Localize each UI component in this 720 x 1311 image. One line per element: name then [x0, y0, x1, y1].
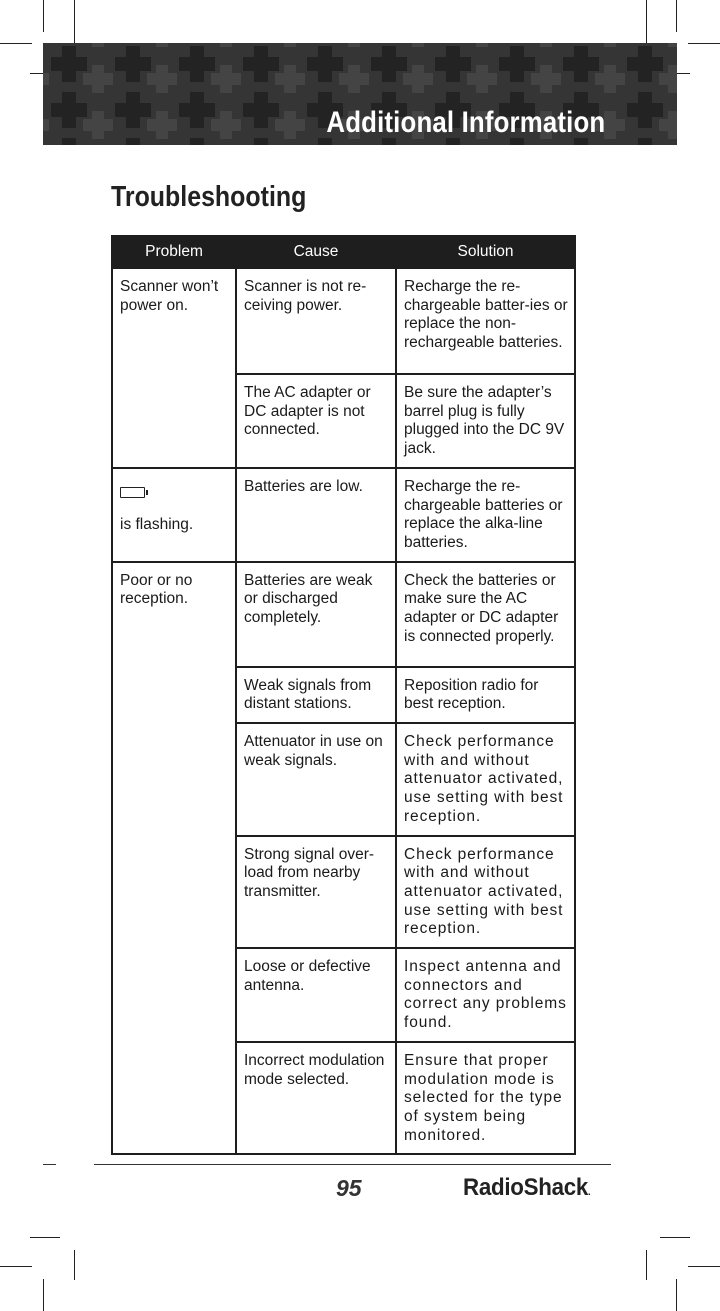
section-title: Troubleshooting: [111, 181, 307, 213]
solution-cell: Inspect antenna and connectors and correct any problems found.: [396, 948, 575, 1042]
problem-cell: Poor or no reception.: [112, 562, 236, 1155]
crop-mark: [0, 43, 32, 44]
table-row: [112, 468, 575, 562]
crop-mark: [646, 1250, 647, 1280]
crop-mark: [660, 1237, 690, 1238]
brand-mark: .: [587, 1187, 591, 1198]
footer-divider: [43, 1164, 56, 1165]
crop-mark: [676, 0, 677, 32]
footer-divider: [94, 1164, 611, 1165]
cause-cell: Batteries are weak or discharged completely.: [236, 562, 396, 667]
crop-mark: [43, 0, 44, 32]
table-row: [112, 562, 575, 667]
header-problem: Problem: [112, 236, 236, 268]
solution-cell: Be sure the adapter’s barrel plug is fully plugged into the DC 9V jack.: [396, 374, 575, 468]
cause-cell: Loose or defective antenna.: [236, 948, 396, 1042]
page-number: 95: [336, 1175, 362, 1201]
table-header-row: [112, 236, 575, 268]
solution-cell: Recharge the re-chargeable batter-ies or replace the non-rechargeable batteries.: [396, 268, 575, 374]
cause-cell: Batteries are low.: [236, 468, 396, 562]
header-cause: Cause: [236, 236, 396, 268]
header-solution: Solution: [396, 236, 575, 268]
crop-mark: [0, 1266, 32, 1267]
cause-cell: Incorrect modulation mode selected.: [236, 1042, 396, 1155]
crop-mark: [688, 1266, 720, 1267]
cause-cell: Weak signals from distant stations.: [236, 667, 396, 723]
crop-mark: [43, 1279, 44, 1311]
solution-cell: Check the batteries or make sure the AC adapter or DC adapter is connected properly.: [396, 562, 575, 667]
problem-text: is flashing.: [120, 515, 194, 533]
cause-cell: Attenuator in use on weak signals.: [236, 723, 396, 836]
solution-cell: Check performance with and without attenuator activated, use setting with best reception.: [396, 836, 575, 949]
cause-cell: Scanner is not re-ceiving power.: [236, 268, 396, 374]
solution-cell: Check performance with and without attenuator activated, use setting with best reception.: [396, 723, 575, 836]
cause-cell: The AC adapter or DC adapter is not connected.: [236, 374, 396, 468]
cause-cell: Strong signal over-load from nearby transmitter.: [236, 836, 396, 949]
table-row: [112, 268, 575, 374]
header-banner: [43, 43, 677, 145]
brand-name: RadioShack: [463, 1174, 588, 1201]
troubleshooting-table: [111, 235, 576, 1155]
crop-mark: [30, 1237, 60, 1238]
crop-mark: [688, 43, 720, 44]
battery-icon: [120, 487, 145, 498]
problem-cell: [112, 468, 236, 562]
problem-cell: Scanner won’t power on.: [112, 268, 236, 468]
crop-mark: [676, 1279, 677, 1311]
radioshack-logo: [463, 1174, 590, 1202]
solution-cell: Ensure that proper modulation mode is selected for the type of system being monitored.: [396, 1042, 575, 1155]
banner-title: Additional Information: [326, 106, 605, 139]
solution-cell: Reposition radio for best reception.: [396, 667, 575, 723]
crop-mark: [74, 1250, 75, 1280]
solution-cell: Recharge the re-chargeable batteries or replace the alka-line batteries.: [396, 468, 575, 562]
